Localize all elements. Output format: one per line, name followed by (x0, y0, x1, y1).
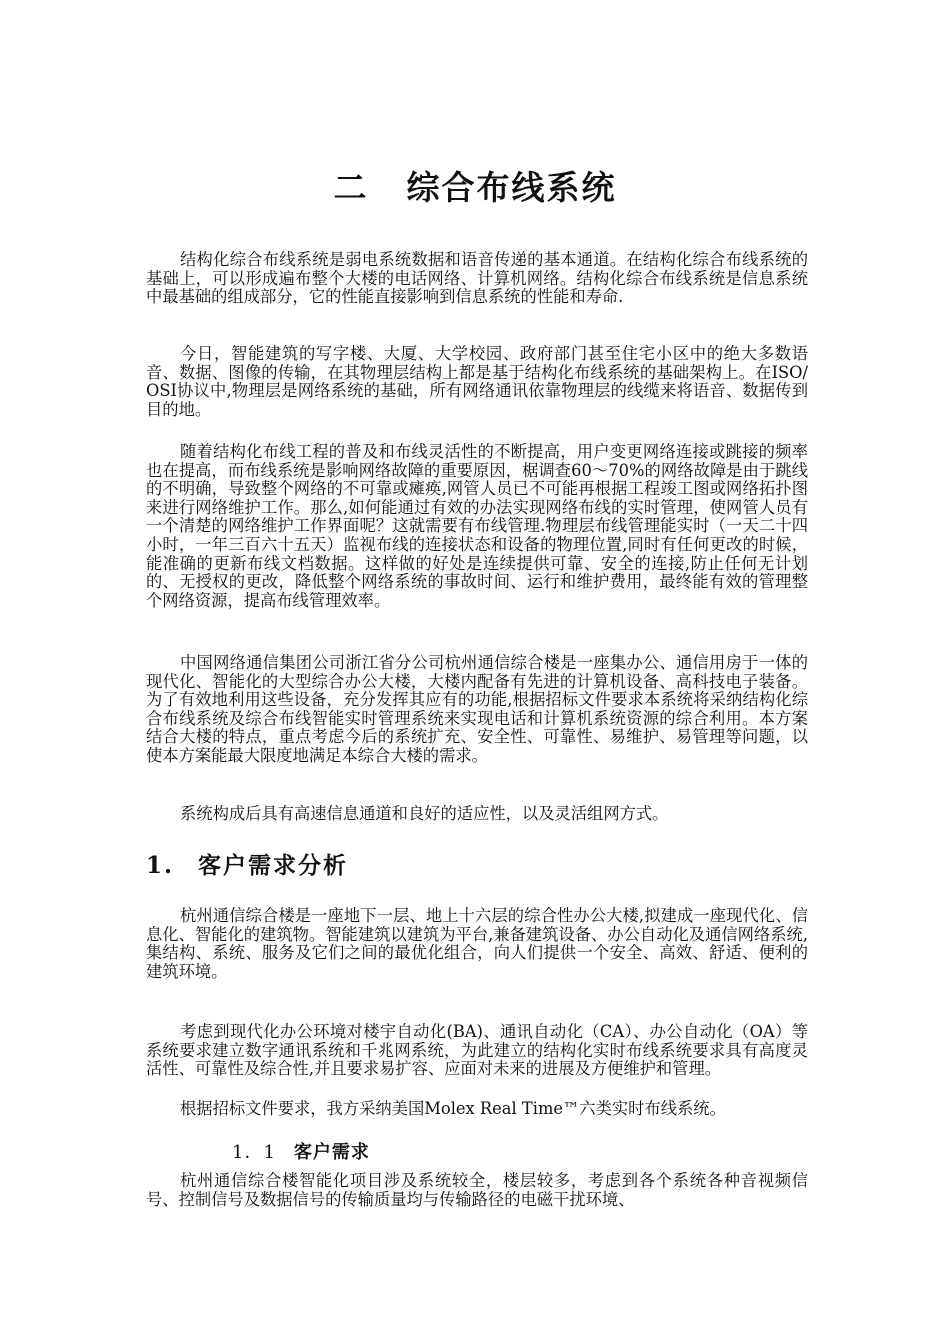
chapter-title (0, 162, 950, 209)
intro-paragraph: 今日，智能建筑的写字楼、大厦、大学校园、政府部门甚至住宅小区中的绝大多数语音、数据、图像的传输，在其物理层结构上都是基于结构化布线系统的基础架构上。在ISO/OSI协议中,物理层是网络系统的基础，所有网络通讯依靠物理层的线缆来将语音、数据传到目的地。 (146, 344, 808, 419)
intro-paragraph: 结构化综合布线系统是弱电系统数据和语音传递的基本通道。在结构化综合布线系统的基础上，可以形成遍布整个大楼的电话网络、计算机网络。结构化综合布线系统是信息系统中最基础的组成部分，它的性能直接影响到信息系统的性能和寿命. (146, 250, 808, 307)
chapter-number: 二 (333, 168, 369, 207)
intro-paragraph: 中国网络通信集团公司浙江省分公司杭州通信综合楼是一座集办公、通信用房于一体的现代化、智能化的大型综合办公大楼，大楼内配备有先进的计算机设备、高科技电子装备。为了有效地利用这些设备，充分发挥其应有的功能,根据招标文件要求本系统将采纳结构化综合布线系统及综合布线智能实时管理系统来实现电话和计算机系统资源的综合利用。本方案结合大楼的特点，重点考虑今后的系统扩充、安全性、可靠性、易维护、易管理等问题，以使本方案能最大限度地满足本综合大楼的需求。 (146, 653, 808, 765)
subsection-heading (232, 1138, 370, 1164)
section-paragraph: 杭州通信综合楼是一座地下一层、地上十六层的综合性办公大楼,拟建成一座现代化、信息化、智能化的建筑物。智能建筑以建筑为平台,兼备建筑设备、办公自动化及通信网络系统,集结构、系统、服务及它们之间的最优化组合，向人们提供一个安全、高效、舒适、便利的建筑环境。 (146, 906, 808, 981)
subsection-number: 1．1 (232, 1142, 276, 1163)
subsection-paragraph: 杭州通信综合楼智能化项目涉及系统较全，楼层较多，考虑到各个系统各种音视频信号、控制信号及数据信号的传输质量均与传输路径的电磁干扰环境、 (146, 1171, 808, 1209)
intro-paragraph: 系统构成后具有高速信息通道和良好的适应性，以及灵活组网方式。 (180, 804, 669, 823)
section-title: 客户需求分析 (198, 852, 348, 879)
subsection-title: 客户需求 (293, 1142, 370, 1163)
section-number: 1. (146, 852, 175, 879)
section-paragraph: 根据招标文件要求，我方采纳美国Molex Real Time™六类实时布线系统。 (180, 1099, 726, 1118)
chapter-title-text: 综合布线系统 (406, 168, 617, 207)
section-heading (146, 847, 348, 880)
section-paragraph: 考虑到现代化办公环境对楼宇自动化(BA)、通讯自动化（CA）、办公自动化（OA）等系统要求建立数字通讯系统和千兆网系统，为此建立的结构化实时布线系统要求具有高度灵活性、可靠性及综合性,并且要求易扩容、应面对未来的进展及方便维护和管理。 (146, 1022, 808, 1079)
intro-paragraph: 随着结构化布线工程的普及和布线灵活性的不断提高，用户变更网络连接或跳接的频率也在提高，而布线系统是影响网络故障的重要原因，椐调查60～70%的网络故障是由于跳线的不明确，导致整个网络的不可靠或瘫痪,网管人员已不可能再根据工程竣工图或网络拓扑图来进行网络维护工作。那么,如何能通过有效的办法实现网络布线的实时管理，使网管人员有一个清楚的网络维护工作界面呢？这就需要有布线管理.物理层布线管理能实时（一天二十四小时，一年三百六十五天）监视布线的连接状态和设备的物理位置,同时有任何更改的时候，能准确的更新布线文档数据。这样做的好处是连续提供可靠、安全的连接,防止任何无计划的、无授权的更改，降低整个网络系统的事故时间、运行和维护费用，最终能有效的管理整个网络资源，提高布线管理效率。 (146, 442, 808, 610)
